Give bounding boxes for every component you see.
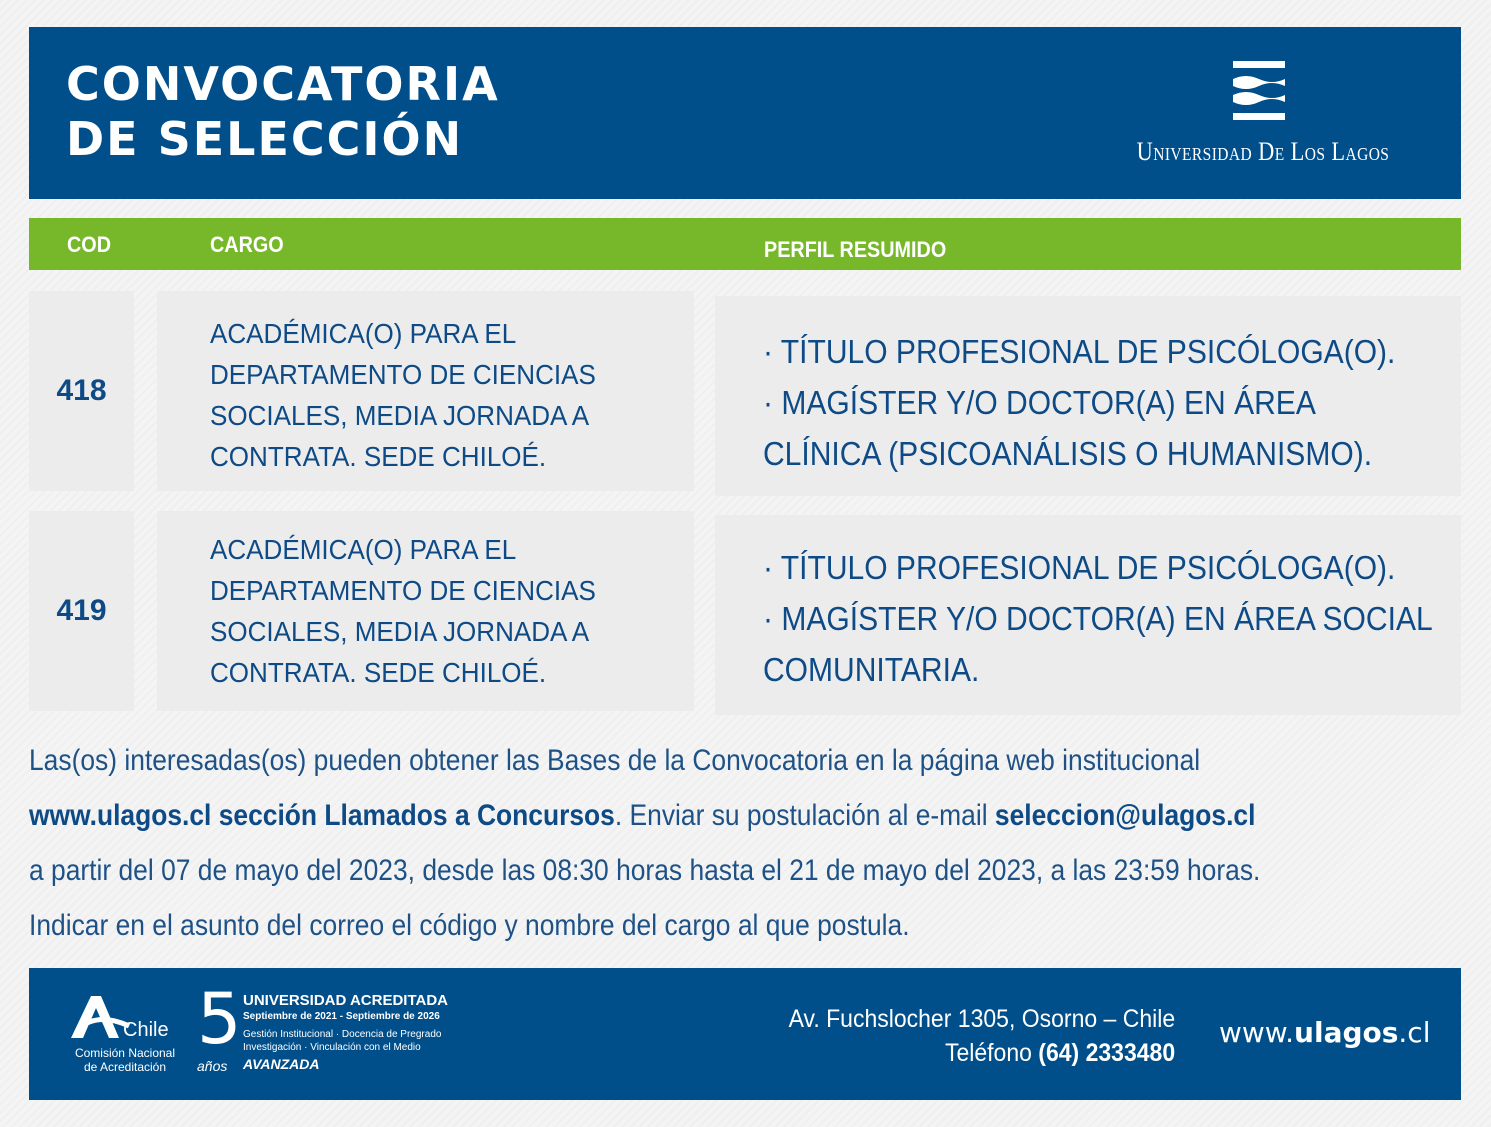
- accreditation-years: 5: [197, 978, 242, 1060]
- info-line-1: Las(os) interesadas(os) pueden obtener las Bases de la Convocatoria en la página web institucional: [29, 744, 1201, 777]
- cargo-line: SOCIALES, MEDIA JORNADA A: [210, 400, 590, 431]
- table-header: [29, 218, 1461, 270]
- cargo-line: DEPARTAMENTO DE CIENCIAS: [210, 575, 596, 606]
- perfil-line: · MAGÍSTER Y/O DOCTOR(A) EN ÁREA: [763, 384, 1316, 421]
- footer-banner: [29, 968, 1461, 1100]
- address: Av. Fuchslocher 1305, Osorno – Chile: [788, 1005, 1175, 1033]
- cna-name: [65, 1046, 185, 1074]
- website-prefix: www.: [1219, 1016, 1295, 1049]
- accreditation-title: UNIVERSIDAD ACREDITADA: [243, 992, 449, 1009]
- website-link[interactable]: www.ulagos.cl sección Llamados a Concursos: [29, 799, 615, 832]
- university-logo-icon: [1233, 61, 1285, 121]
- header-cod: COD: [67, 232, 112, 257]
- website-suffix: .cl: [1398, 1016, 1431, 1049]
- accreditation-level: AVANZADA: [243, 1056, 320, 1072]
- perfil-line: · TÍTULO PROFESIONAL DE PSICÓLOGA(O).: [763, 549, 1396, 586]
- title-line-1: CONVOCATORIA: [66, 57, 500, 111]
- footer-website[interactable]: [1219, 1016, 1430, 1049]
- info-line-3: a partir del 07 de mayo del 2023, desde las 08:30 horas hasta el 21 de mayo del 2023, a las 23:59 horas.: [29, 854, 1261, 887]
- header-banner: [29, 27, 1461, 199]
- cargo-line: DEPARTAMENTO DE CIENCIAS: [210, 359, 596, 390]
- email-link[interactable]: seleccion@ulagos.cl: [994, 799, 1256, 832]
- cna-brand: Chile: [123, 1019, 169, 1041]
- perfil-line: COMUNITARIA.: [763, 651, 980, 688]
- cna-logo-icon: [69, 992, 189, 1042]
- contact-info: [788, 1002, 1175, 1070]
- header-perfil: PERFIL RESUMIDO: [764, 237, 947, 262]
- phone-number: (64) 2333480: [1038, 1039, 1175, 1067]
- perfil-line: CLÍNICA (PSICOANÁLISIS O HUMANISMO).: [763, 435, 1373, 472]
- accreditation-areas-2: Investigación · Vinculación con el Medio: [243, 1042, 421, 1053]
- info-line-2-text: . Enviar su postulación al e-mail: [614, 799, 995, 832]
- info-line-4: Indicar en el asunto del correo el código y nombre del cargo al que postula.: [29, 909, 910, 942]
- cargo-line: SOCIALES, MEDIA JORNADA A: [210, 616, 590, 647]
- cargo-line: ACADÉMICA(O) PARA EL: [210, 318, 517, 349]
- table-row-code: 419: [29, 511, 134, 711]
- page-title: [66, 57, 500, 167]
- cargo-line: CONTRATA. SEDE CHILOÉ.: [210, 657, 547, 688]
- table-row-perfil: [715, 515, 1461, 715]
- application-info: [29, 733, 1461, 953]
- cargo-line: CONTRATA. SEDE CHILOÉ.: [210, 441, 547, 472]
- cna-name-line-2: de Acreditación: [83, 1060, 167, 1074]
- accreditation-areas-1: Gestión Institucional · Docencia de Pregrado: [243, 1029, 442, 1040]
- title-line-2: DE SELECCIÓN: [66, 112, 464, 166]
- table-row-code: 418: [29, 291, 134, 491]
- phone-line: [788, 1036, 1175, 1070]
- university-name: Universidad De Los Lagos: [1136, 137, 1390, 166]
- header-cargo: CARGO: [210, 232, 284, 257]
- cna-name-line-1: Comisión Nacional: [74, 1046, 176, 1060]
- accreditation-years-label: años: [197, 1058, 228, 1074]
- table-row-cargo: [157, 291, 694, 491]
- accreditation-dates: Septiembre de 2021 - Septiembre de 2026: [243, 1011, 440, 1022]
- perfil-line: · MAGÍSTER Y/O DOCTOR(A) EN ÁREA SOCIAL: [763, 600, 1433, 637]
- perfil-line: · TÍTULO PROFESIONAL DE PSICÓLOGA(O).: [763, 333, 1396, 370]
- table-row-cargo: [157, 511, 694, 711]
- table-row-perfil: [715, 296, 1461, 496]
- website-brand: ulagos: [1294, 1016, 1399, 1049]
- info-line-2: [29, 788, 1289, 843]
- phone-label: Teléfono: [944, 1039, 1039, 1067]
- cargo-line: ACADÉMICA(O) PARA EL: [210, 534, 517, 565]
